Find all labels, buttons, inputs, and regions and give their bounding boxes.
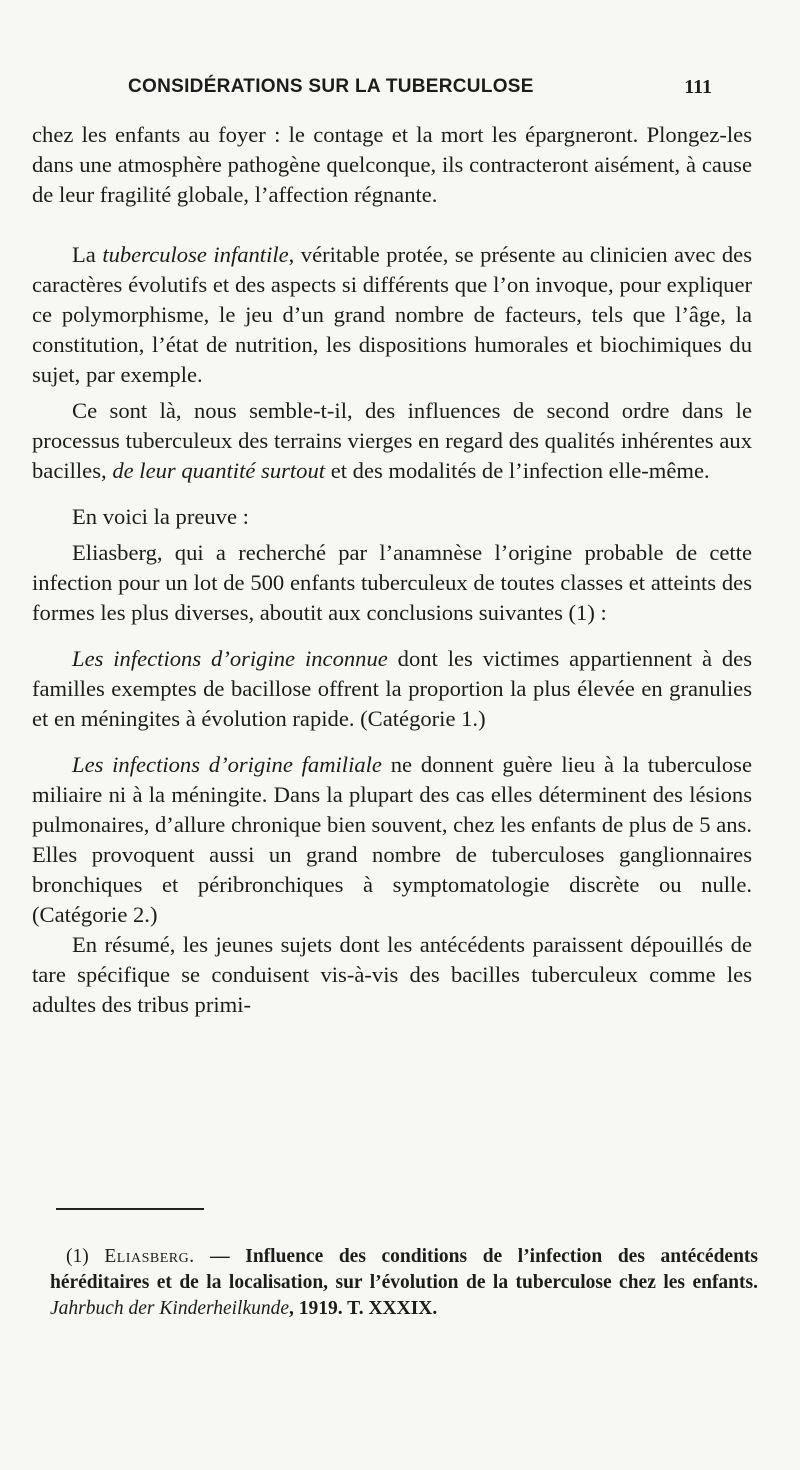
footnote-marker: (1) [66, 1246, 105, 1267]
body-text [32, 120, 752, 1020]
paragraph-3-rest: et des modalités de l’infection elle-même. [325, 458, 710, 483]
footnote-citation: , 1919. T. XXXIX. [289, 1298, 438, 1319]
paragraph-6-rest: dont les victimes appartiennent à des familles exemptes de bacillose offrent la proportion la plus élevée en granulies et en méningites à évolution rapide. (Catégorie 1.) [32, 646, 752, 731]
paragraph-2-start: La [72, 242, 103, 267]
paragraph-7 [32, 750, 752, 930]
paragraph-2-emphasis: tuberculose infantile [102, 242, 289, 267]
paragraph-4: En voici la preuve : [72, 504, 249, 529]
footnote-text: — Influence des conditions de l’infection des antécédents héréditaires et de la localisation, sur l’évolution de la tuberculose chez les enfants. [50, 1246, 758, 1293]
running-title: CONSIDÉRATIONS SUR LA TUBERCULOSE [128, 76, 534, 97]
paragraph-3 [32, 396, 752, 486]
footnote-rule [56, 1208, 204, 1210]
page-header [60, 76, 740, 106]
paragraph-7-emphasis: Les infections d’origine familiale [72, 752, 382, 777]
paragraph-1: chez les enfants au foyer : le contage et la mort les épargneront. Plongez-les dans une atmosphère pathogène quelconque, ils contracteront aisément, à cause de leur fragilité globale, l’affection régnante. [32, 122, 752, 207]
footnote [50, 1244, 758, 1322]
paragraph-3-emphasis: de leur quantité surtout [112, 458, 326, 483]
paragraph-2 [32, 240, 752, 390]
paragraph-5: Eliasberg, qui a recherché par l’anamnèse l’origine probable de cette infection pour un lot de 500 enfants tuberculeux de toutes classes et atteints des formes les plus diverses, aboutit aux conclusions suivantes (1) : [32, 540, 752, 625]
paragraph-3-start: Ce sont là, nous semble-t-il, des influences de second ordre dans le processus tuberculeux des terrains vierges en regard des qualités inhérentes aux bacilles, [32, 398, 752, 483]
footnote-author: Eliasberg. [104, 1246, 195, 1267]
footnote-journal: Jahrbuch der Kinderheilkunde [50, 1298, 290, 1319]
paragraph-6 [32, 644, 752, 734]
page-number: 111 [684, 76, 712, 98]
paragraph-8: En résumé, les jeunes sujets dont les antécédents paraissent dépouillés de tare spécifique se conduisent vis-à-vis des bacilles tuberculeux comme les adultes des tribus primi- [32, 932, 752, 1017]
paragraph-2-rest: , véritable protée, se présente au clinicien avec des caractères évolutifs et des aspects si différents que l’on invoque, pour expliquer ce polymorphisme, le jeu d’un grand nombre de facteurs, tels que l’âge, la constitution, l’état de nutrition, les dispositions humorales et biochimiques du sujet, par exemple. [32, 242, 752, 387]
paragraph-6-emphasis: Les infections d’origine inconnue [72, 646, 388, 671]
paragraph-7-rest: ne donnent guère lieu à la tuberculose miliaire ni à la méningite. Dans la plupart des cas elles déterminent des lésions pulmonaires, d’allure chronique bien souvent, chez les enfants de plus de 5 ans. Elles provoquent aussi un grand nombre de tuberculoses ganglionnaires bronchiques et péribronchiques à symptomatologie discrète ou nulle. (Catégorie 2.) [32, 752, 753, 927]
